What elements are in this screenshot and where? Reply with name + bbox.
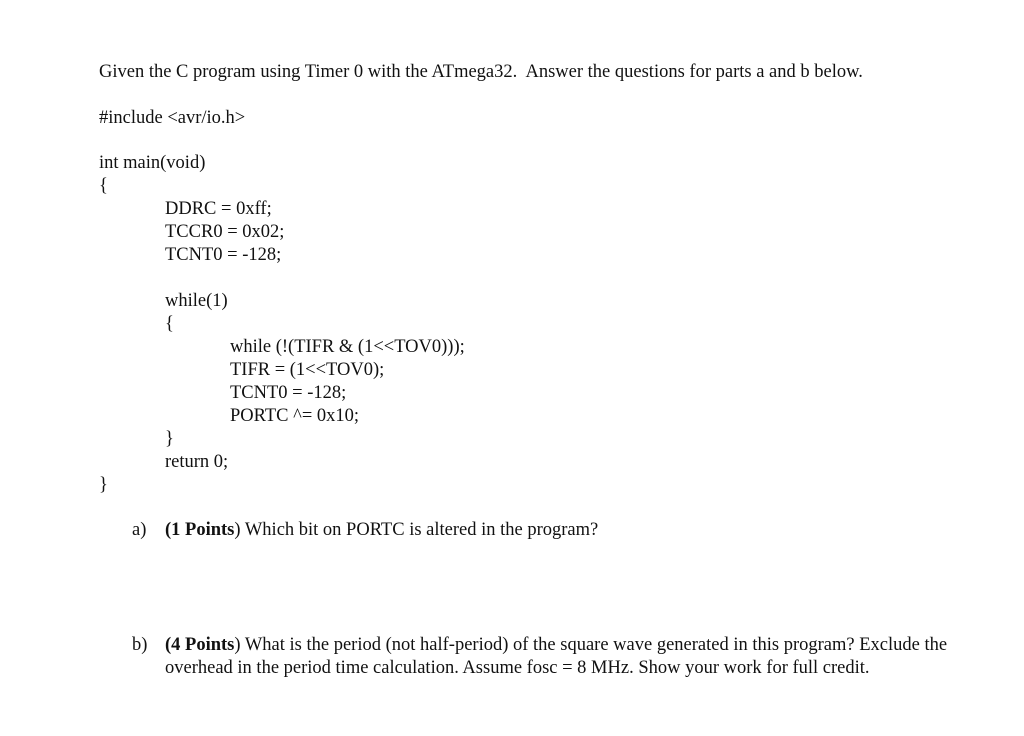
question-a-text: Which bit on PORTC is altered in the program? (240, 520, 599, 540)
while-close-brace: } (165, 429, 174, 449)
return-line: return 0; (165, 452, 229, 472)
main-close-brace: } (99, 475, 108, 495)
loop-line-clear-flag: TIFR = (1<<TOV0); (230, 360, 385, 380)
main-signature: int main(void) (99, 153, 206, 173)
include-line: #include <avr/io.h> (99, 108, 246, 128)
loop-line-wait: while (!(TIFR & (1<<TOV0))); (230, 337, 465, 357)
loop-line-reload: TCNT0 = -128; (230, 383, 347, 403)
question-b-points: (4 Points (165, 635, 235, 655)
while-open-brace: { (165, 314, 174, 334)
question-a-letter: a) (132, 520, 147, 540)
while-loop-header: while(1) (165, 291, 228, 311)
code-line-ddrc: DDRC = 0xff; (165, 199, 272, 219)
code-line-tcnt0: TCNT0 = -128; (165, 245, 282, 265)
question-b-body (165, 634, 965, 680)
loop-line-toggle: PORTC ^= 0x10; (230, 406, 360, 426)
question-b-paren: ) (234, 635, 241, 655)
question-b-letter: b) (132, 635, 148, 655)
question-a-body (165, 519, 965, 542)
question-a-points: (1 Points (165, 520, 235, 540)
intro-text: Given the C program using Timer 0 with the ATmega32. Answer the questions for parts a and b below. (99, 62, 863, 82)
question-b-text: What is the period (not half-period) of the square wave generated in this program? Exclude the overhead in the period time calculation. Assume fosc = 8 MHz. Show your work for full credit. (165, 635, 948, 678)
code-line-tccr0: TCCR0 = 0x02; (165, 222, 285, 242)
question-a-paren: ) (234, 520, 241, 540)
main-open-brace: { (99, 176, 108, 196)
